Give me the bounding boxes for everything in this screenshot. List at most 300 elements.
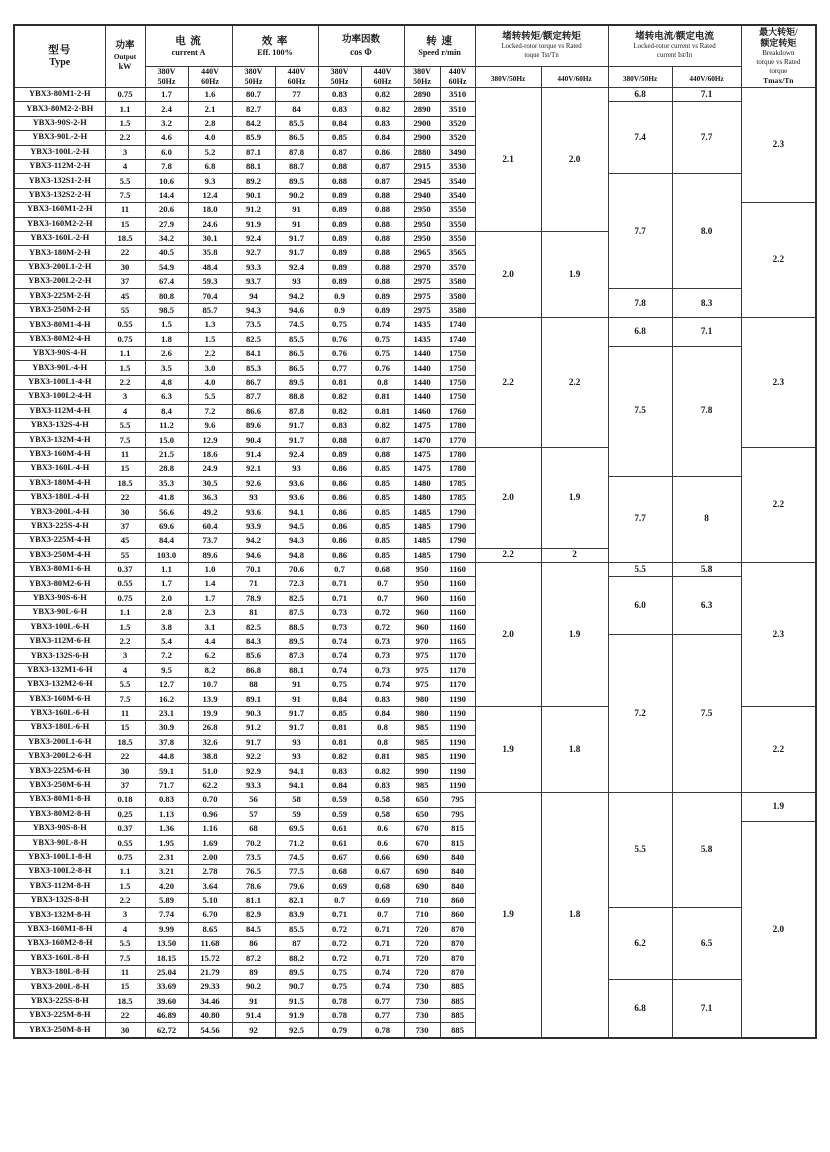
cell-output-kw: 2.2	[105, 131, 145, 145]
cell-type: YBX3-160M2-8-H	[14, 937, 105, 951]
cell-cos-440: 0.75	[361, 347, 404, 361]
cell-eff-380: 87.2	[232, 951, 275, 965]
cell-cos-380: 0.89	[318, 231, 361, 245]
cell-output-kw: 30	[105, 764, 145, 778]
cell-cos-380: 0.71	[318, 577, 361, 591]
cell-type: YBX3-80M1-4-H	[14, 318, 105, 332]
cell-cos-440: 0.82	[361, 418, 404, 432]
cell-current-380: 1.1	[145, 562, 188, 576]
cell-type: YBX3-225M-6-H	[14, 764, 105, 778]
cell-speed-380: 980	[404, 706, 440, 720]
cell-cos-440: 0.71	[361, 937, 404, 951]
cell-eff-380: 57	[232, 807, 275, 821]
cell-eff-440: 88.8	[275, 390, 318, 404]
cell-cos-380: 0.86	[318, 534, 361, 548]
cell-type: YBX3-180M-4-H	[14, 476, 105, 490]
cell-speed-380: 1440	[404, 390, 440, 404]
cell-output-kw: 15	[105, 217, 145, 231]
cell-current-440: 9.6	[188, 418, 232, 432]
cell-eff-440: 91.5	[275, 994, 318, 1008]
cell-cos-380: 0.75	[318, 965, 361, 979]
cell-output-kw: 1.5	[105, 620, 145, 634]
cell-speed-380: 1480	[404, 476, 440, 490]
cell-ist-ratio-440: 7.5	[672, 634, 741, 792]
cell-output-kw: 30	[105, 1023, 145, 1038]
cell-cos-380: 0.81	[318, 375, 361, 389]
header-sub-speed-380: 380V 50Hz	[404, 67, 440, 88]
cell-cos-440: 0.66	[361, 850, 404, 864]
cell-speed-380: 1475	[404, 462, 440, 476]
cell-cos-380: 0.88	[318, 159, 361, 173]
cell-eff-380: 93.9	[232, 519, 275, 533]
cell-eff-380: 90.2	[232, 980, 275, 994]
cell-eff-440: 79.6	[275, 879, 318, 893]
cell-cos-380: 0.72	[318, 937, 361, 951]
header-cos-group	[318, 25, 404, 67]
cell-speed-440: 1750	[440, 375, 475, 389]
cell-current-440: 1.3	[188, 318, 232, 332]
cell-current-440: 34.46	[188, 994, 232, 1008]
cell-output-kw: 4	[105, 404, 145, 418]
cell-output-kw: 0.75	[105, 591, 145, 605]
cell-eff-380: 81.1	[232, 893, 275, 907]
cell-current-440: 2.1	[188, 102, 232, 116]
cell-current-380: 35.3	[145, 476, 188, 490]
cell-current-440: 12.4	[188, 188, 232, 202]
cell-speed-380: 2975	[404, 275, 440, 289]
cell-cos-380: 0.78	[318, 994, 361, 1008]
cell-eff-440: 94.8	[275, 548, 318, 562]
cell-current-380: 30.9	[145, 721, 188, 735]
cell-current-440: 24.9	[188, 462, 232, 476]
cell-speed-380: 1475	[404, 447, 440, 461]
cell-eff-440: 94.1	[275, 778, 318, 792]
cell-output-kw: 1.5	[105, 116, 145, 130]
cell-eff-380: 90.4	[232, 433, 275, 447]
cell-tmax-ratio: 2.2	[741, 706, 816, 792]
cell-ist-ratio-380: 7.8	[608, 289, 672, 318]
cell-eff-440: 91.7	[275, 706, 318, 720]
cell-speed-380: 670	[404, 836, 440, 850]
cell-current-380: 1.8	[145, 332, 188, 346]
header-tst-en-2: toque Tst/Tn	[524, 51, 559, 59]
cell-current-440: 48.4	[188, 260, 232, 274]
cell-cos-380: 0.68	[318, 865, 361, 879]
cell-cos-380: 0.9	[318, 303, 361, 317]
cell-current-380: 103.0	[145, 548, 188, 562]
cell-current-380: 15.0	[145, 433, 188, 447]
cell-output-kw: 11	[105, 965, 145, 979]
cell-eff-440: 94.6	[275, 303, 318, 317]
header-power	[105, 25, 145, 88]
cell-eff-380: 76.5	[232, 865, 275, 879]
cell-type: YBX3-180L-6-H	[14, 721, 105, 735]
cell-cos-380: 0.75	[318, 980, 361, 994]
cell-eff-380: 92.6	[232, 476, 275, 490]
table-row	[14, 634, 816, 648]
cell-current-380: 2.0	[145, 591, 188, 605]
cell-output-kw: 18.5	[105, 476, 145, 490]
cell-current-440: 73.7	[188, 534, 232, 548]
cell-eff-440: 92.4	[275, 260, 318, 274]
cell-speed-440: 1790	[440, 519, 475, 533]
cell-cos-440: 0.85	[361, 519, 404, 533]
cell-eff-440: 83.9	[275, 908, 318, 922]
cell-type: YBX3-100L2-4-H	[14, 390, 105, 404]
cell-speed-380: 710	[404, 893, 440, 907]
cell-cos-380: 0.59	[318, 793, 361, 807]
cell-cos-440: 0.69	[361, 893, 404, 907]
cell-current-380: 3.5	[145, 361, 188, 375]
header-ist-en-2: current Ist/In	[656, 51, 693, 59]
cell-tst-ratio-440: 2	[541, 548, 608, 562]
table-header	[14, 25, 816, 88]
cell-tst-ratio-380: 2.0	[475, 447, 541, 548]
cell-speed-440: 3550	[440, 203, 475, 217]
cell-type: YBX3-160L-8-H	[14, 951, 105, 965]
cell-current-440: 62.2	[188, 778, 232, 792]
cell-eff-440: 74.5	[275, 318, 318, 332]
table-row	[14, 174, 816, 188]
cell-output-kw: 4	[105, 922, 145, 936]
cell-cos-380: 0.61	[318, 836, 361, 850]
cell-eff-380: 84.2	[232, 116, 275, 130]
header-speed-cn: 转 速	[426, 35, 453, 47]
cell-cos-380: 0.59	[318, 807, 361, 821]
cell-eff-380: 89	[232, 965, 275, 979]
cell-cos-380: 0.74	[318, 663, 361, 677]
cell-speed-440: 1190	[440, 721, 475, 735]
cell-speed-380: 1460	[404, 404, 440, 418]
cell-type: YBX3-132M1-6-H	[14, 663, 105, 677]
cell-current-440: 89.6	[188, 548, 232, 562]
cell-output-kw: 55	[105, 548, 145, 562]
cell-cos-440: 0.89	[361, 289, 404, 303]
cell-cos-380: 0.86	[318, 490, 361, 504]
cell-current-380: 27.9	[145, 217, 188, 231]
cell-current-440: 70.4	[188, 289, 232, 303]
cell-output-kw: 1.5	[105, 361, 145, 375]
cell-type: YBX3-90S-2-H	[14, 116, 105, 130]
cell-eff-380: 92.7	[232, 246, 275, 260]
cell-cos-440: 0.88	[361, 447, 404, 461]
cell-type: YBX3-80M2-2-BH	[14, 102, 105, 116]
cell-current-440: 1.4	[188, 577, 232, 591]
cell-type: YBX3-160M-6-H	[14, 692, 105, 706]
cell-output-kw: 2.2	[105, 634, 145, 648]
header-cos-en: cos Φ	[350, 46, 372, 57]
cell-current-380: 23.1	[145, 706, 188, 720]
cell-type: YBX3-90S-6-H	[14, 591, 105, 605]
header-eff-en: Eff. 100%	[257, 47, 293, 57]
cell-output-kw: 0.55	[105, 577, 145, 591]
cell-eff-380: 94	[232, 289, 275, 303]
cell-eff-440: 88.1	[275, 663, 318, 677]
cell-cos-440: 0.72	[361, 620, 404, 634]
cell-cos-380: 0.9	[318, 289, 361, 303]
cell-current-440: 60.4	[188, 519, 232, 533]
cell-current-440: 2.8	[188, 116, 232, 130]
cell-current-440: 6.8	[188, 159, 232, 173]
header-speed-en: Speed r/min	[418, 47, 461, 57]
cell-type: YBX3-200L2-6-H	[14, 749, 105, 763]
cell-cos-440: 0.87	[361, 433, 404, 447]
header-sub-eff-380: 380V 50Hz	[232, 67, 275, 88]
cell-output-kw: 0.55	[105, 836, 145, 850]
cell-speed-380: 730	[404, 1023, 440, 1038]
cell-cos-440: 0.88	[361, 203, 404, 217]
cell-speed-440: 1780	[440, 462, 475, 476]
cell-current-440: 19.9	[188, 706, 232, 720]
cell-type: YBX3-180L-4-H	[14, 490, 105, 504]
header-type-en: Type	[49, 57, 71, 69]
cell-speed-380: 2975	[404, 303, 440, 317]
header-ist-group	[608, 25, 741, 67]
cell-current-440: 2.2	[188, 347, 232, 361]
cell-tst-ratio-440: 2.2	[541, 318, 608, 448]
cell-cos-380: 0.89	[318, 447, 361, 461]
cell-current-380: 39.60	[145, 994, 188, 1008]
cell-type: YBX3-225S-8-H	[14, 994, 105, 1008]
cell-type: YBX3-90S-8-H	[14, 821, 105, 835]
cell-speed-440: 885	[440, 1009, 475, 1023]
cell-current-380: 10.6	[145, 174, 188, 188]
header-tst-group	[475, 25, 608, 67]
cell-tmax-ratio: 2.3	[741, 318, 816, 448]
cell-speed-440: 1740	[440, 332, 475, 346]
cell-current-440: 3.64	[188, 879, 232, 893]
cell-ist-ratio-380: 6.0	[608, 577, 672, 635]
cell-speed-380: 650	[404, 807, 440, 821]
cell-speed-440: 870	[440, 951, 475, 965]
cell-output-kw: 7.5	[105, 692, 145, 706]
header-current-cn: 电 流	[175, 35, 202, 47]
cell-current-380: 8.4	[145, 404, 188, 418]
cell-eff-440: 86.5	[275, 347, 318, 361]
cell-speed-440: 795	[440, 807, 475, 821]
cell-tmax-ratio: 1.9	[741, 793, 816, 822]
cell-speed-440: 1160	[440, 562, 475, 576]
cell-speed-440: 1160	[440, 620, 475, 634]
cell-eff-380: 92.2	[232, 749, 275, 763]
cell-tst-ratio-380: 1.9	[475, 793, 541, 1038]
cell-speed-440: 1190	[440, 735, 475, 749]
cell-current-380: 5.4	[145, 634, 188, 648]
cell-speed-380: 2950	[404, 231, 440, 245]
cell-speed-380: 1470	[404, 433, 440, 447]
cell-eff-440: 71.2	[275, 836, 318, 850]
cell-speed-380: 650	[404, 793, 440, 807]
cell-eff-380: 91.7	[232, 735, 275, 749]
cell-current-380: 1.7	[145, 88, 188, 102]
cell-eff-380: 89.6	[232, 418, 275, 432]
cell-current-440: 8.65	[188, 922, 232, 936]
cell-current-440: 36.3	[188, 490, 232, 504]
cell-current-440: 10.7	[188, 678, 232, 692]
cell-current-380: 3.8	[145, 620, 188, 634]
cell-cos-380: 0.75	[318, 678, 361, 692]
cell-speed-440: 1750	[440, 361, 475, 375]
cell-speed-380: 985	[404, 778, 440, 792]
cell-cos-440: 0.83	[361, 692, 404, 706]
cell-speed-380: 1480	[404, 490, 440, 504]
cell-speed-380: 1485	[404, 548, 440, 562]
cell-speed-440: 1170	[440, 649, 475, 663]
cell-cos-380: 0.89	[318, 188, 361, 202]
cell-cos-440: 0.82	[361, 102, 404, 116]
cell-eff-440: 91.7	[275, 433, 318, 447]
cell-current-440: 30.5	[188, 476, 232, 490]
cell-speed-380: 720	[404, 922, 440, 936]
cell-type: YBX3-80M1-6-H	[14, 562, 105, 576]
cell-current-440: 5.2	[188, 145, 232, 159]
cell-type: YBX3-180M-2-H	[14, 246, 105, 260]
cell-speed-380: 1485	[404, 534, 440, 548]
cell-output-kw: 5.5	[105, 937, 145, 951]
cell-current-440: 85.7	[188, 303, 232, 317]
cell-type: YBX3-112M-8-H	[14, 879, 105, 893]
cell-cos-380: 0.84	[318, 116, 361, 130]
cell-current-440: 6.2	[188, 649, 232, 663]
header-eff-group	[232, 25, 318, 67]
cell-speed-440: 3580	[440, 275, 475, 289]
cell-cos-380: 0.82	[318, 404, 361, 418]
header-cos-cn: 功率因数	[342, 34, 381, 45]
cell-cos-380: 0.85	[318, 131, 361, 145]
cell-type: YBX3-160M2-2-H	[14, 217, 105, 231]
cell-current-440: 6.70	[188, 908, 232, 922]
cell-cos-440: 0.78	[361, 1023, 404, 1038]
cell-eff-440: 91.7	[275, 721, 318, 735]
header-sub-speed-440: 440V 60Hz	[440, 67, 475, 88]
cell-ist-ratio-380: 7.5	[608, 347, 672, 477]
cell-eff-440: 91	[275, 217, 318, 231]
table-row	[14, 289, 816, 303]
cell-eff-380: 84.5	[232, 922, 275, 936]
cell-cos-380: 0.89	[318, 203, 361, 217]
cell-cos-440: 0.85	[361, 534, 404, 548]
cell-current-380: 1.95	[145, 836, 188, 850]
cell-current-380: 2.6	[145, 347, 188, 361]
cell-speed-380: 730	[404, 994, 440, 1008]
cell-cos-380: 0.61	[318, 821, 361, 835]
header-tmax-en-1: Breakdown	[762, 49, 795, 58]
cell-eff-440: 77	[275, 88, 318, 102]
cell-output-kw: 30	[105, 260, 145, 274]
cell-eff-440: 93.6	[275, 476, 318, 490]
cell-cos-380: 0.81	[318, 735, 361, 749]
cell-output-kw: 15	[105, 721, 145, 735]
cell-type: YBX3-160M1-2-H	[14, 203, 105, 217]
cell-eff-440: 89.5	[275, 634, 318, 648]
cell-type: YBX3-80M1-8-H	[14, 793, 105, 807]
cell-current-380: 6.3	[145, 390, 188, 404]
cell-current-440: 13.9	[188, 692, 232, 706]
cell-speed-380: 1435	[404, 332, 440, 346]
cell-current-380: 71.7	[145, 778, 188, 792]
cell-eff-380: 94.2	[232, 534, 275, 548]
cell-speed-380: 710	[404, 908, 440, 922]
cell-current-380: 18.15	[145, 951, 188, 965]
cell-eff-440: 58	[275, 793, 318, 807]
cell-output-kw: 3	[105, 390, 145, 404]
cell-cos-440: 0.88	[361, 275, 404, 289]
cell-current-380: 12.7	[145, 678, 188, 692]
cell-cos-440: 0.58	[361, 793, 404, 807]
cell-speed-380: 720	[404, 937, 440, 951]
cell-type: YBX3-132M-4-H	[14, 433, 105, 447]
header-tmax-sym: Tmax/Tn	[763, 76, 794, 86]
cell-tmax-ratio: 2.0	[741, 821, 816, 1037]
cell-cos-380: 0.74	[318, 634, 361, 648]
cell-speed-440: 1785	[440, 476, 475, 490]
cell-speed-440: 795	[440, 793, 475, 807]
cell-current-440: 4.0	[188, 375, 232, 389]
cell-current-380: 4.20	[145, 879, 188, 893]
cell-output-kw: 22	[105, 1009, 145, 1023]
cell-current-380: 37.8	[145, 735, 188, 749]
cell-speed-380: 960	[404, 591, 440, 605]
cell-current-380: 59.1	[145, 764, 188, 778]
cell-current-440: 2.00	[188, 850, 232, 864]
cell-eff-440: 92.5	[275, 1023, 318, 1038]
cell-output-kw: 2.2	[105, 375, 145, 389]
cell-output-kw: 1.1	[105, 606, 145, 620]
cell-eff-440: 90.2	[275, 188, 318, 202]
cell-output-kw: 5.5	[105, 174, 145, 188]
header-tst-en-1: Locked-rotor torque vs Rated	[501, 43, 582, 51]
cell-type: YBX3-132S-6-H	[14, 649, 105, 663]
cell-cos-440: 0.68	[361, 562, 404, 576]
cell-current-380: 11.2	[145, 418, 188, 432]
cell-eff-380: 82.9	[232, 908, 275, 922]
cell-eff-440: 85.5	[275, 116, 318, 130]
cell-cos-380: 0.86	[318, 505, 361, 519]
cell-eff-380: 82.7	[232, 102, 275, 116]
cell-eff-440: 87.5	[275, 606, 318, 620]
cell-speed-380: 980	[404, 692, 440, 706]
cell-eff-380: 85.6	[232, 649, 275, 663]
cell-eff-380: 87.1	[232, 145, 275, 159]
header-tmax-cn-2: 额定转矩	[760, 37, 797, 48]
cell-cos-440: 0.71	[361, 951, 404, 965]
cell-type: YBX3-160M-4-H	[14, 447, 105, 461]
cell-cos-440: 0.84	[361, 706, 404, 720]
cell-output-kw: 7.5	[105, 188, 145, 202]
cell-speed-380: 975	[404, 663, 440, 677]
header-eff-cn: 效 率	[261, 35, 289, 47]
cell-output-kw: 30	[105, 505, 145, 519]
cell-tst-ratio-440: 1.9	[541, 562, 608, 706]
cell-speed-380: 960	[404, 606, 440, 620]
cell-speed-380: 2900	[404, 116, 440, 130]
cell-eff-440: 69.5	[275, 821, 318, 835]
cell-cos-440: 0.74	[361, 318, 404, 332]
cell-speed-440: 1170	[440, 678, 475, 692]
cell-ist-ratio-440: 7.1	[672, 980, 741, 1038]
cell-eff-440: 86.5	[275, 131, 318, 145]
cell-type: YBX3-180L-8-H	[14, 965, 105, 979]
cell-type: YBX3-132S1-2-H	[14, 174, 105, 188]
cell-cos-440: 0.71	[361, 922, 404, 936]
cell-current-440: 7.2	[188, 404, 232, 418]
cell-type: YBX3-90S-4-H	[14, 347, 105, 361]
cell-speed-440: 815	[440, 836, 475, 850]
cell-eff-380: 56	[232, 793, 275, 807]
cell-output-kw: 22	[105, 246, 145, 260]
cell-tmax-ratio: 2.2	[741, 203, 816, 318]
cell-speed-440: 1770	[440, 433, 475, 447]
